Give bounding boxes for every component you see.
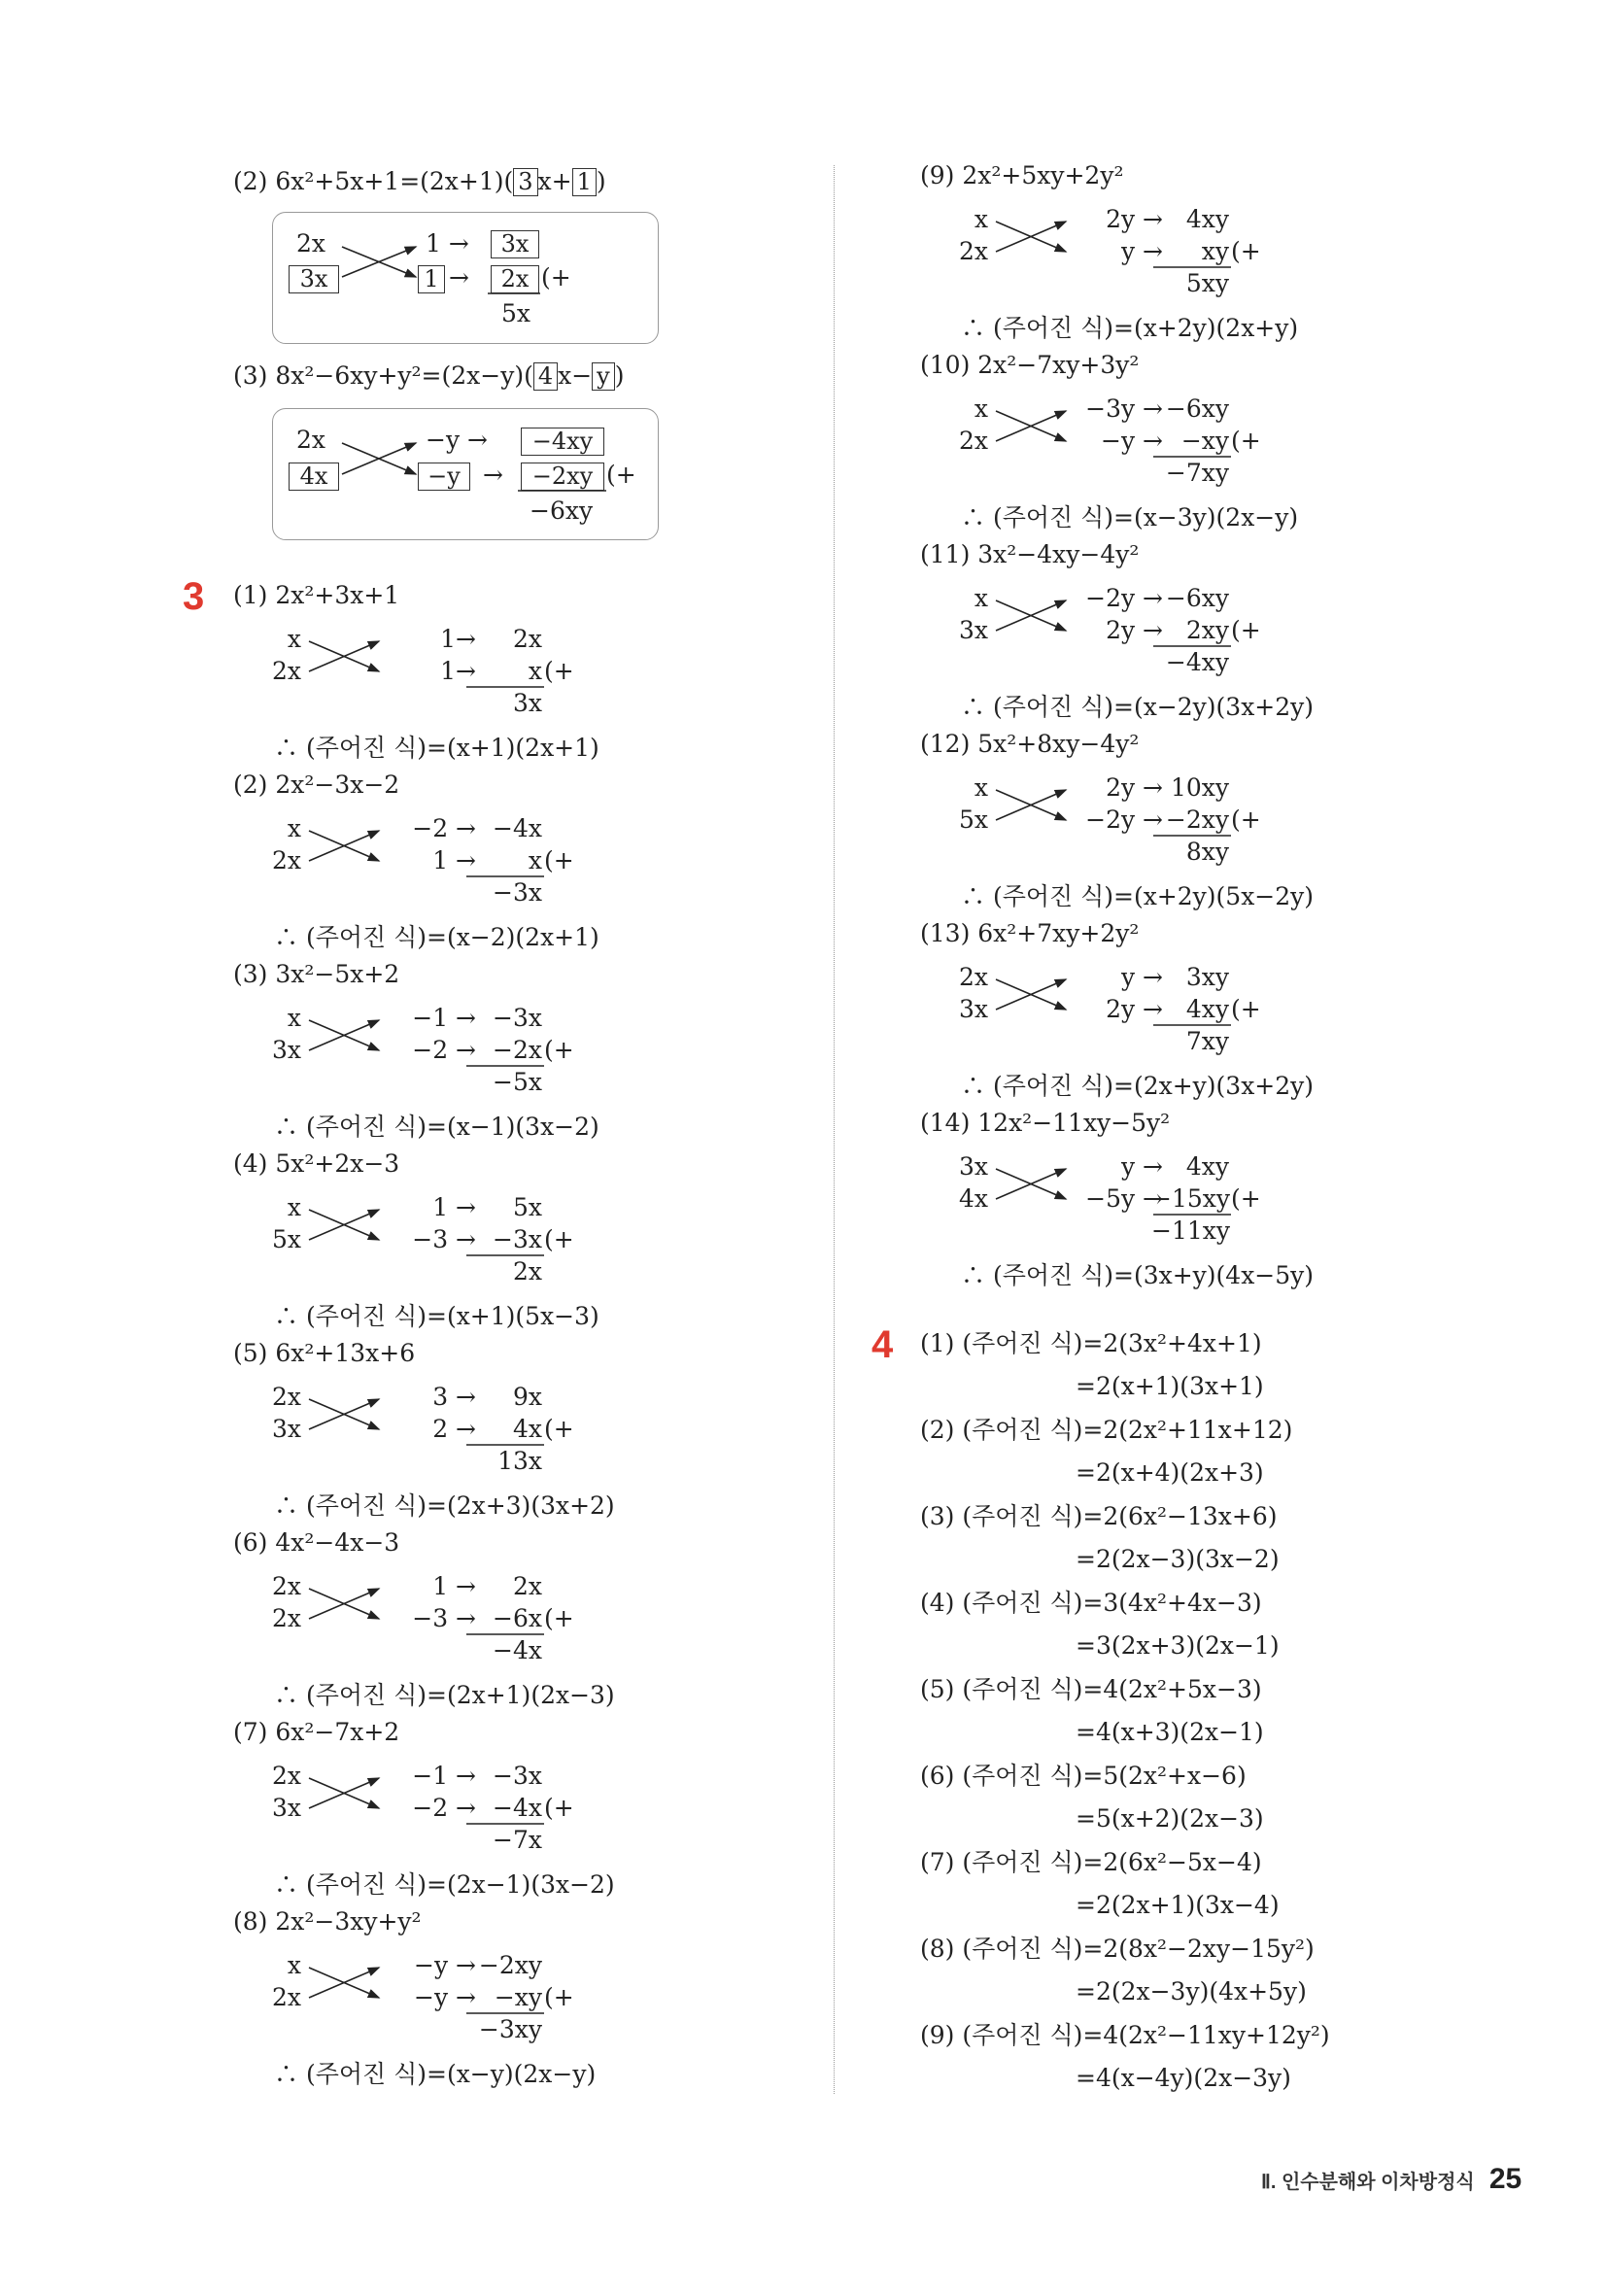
factored-result: ∴ (주어진 식)=(x+2y)(5x−2y): [961, 882, 1315, 910]
answer-box: 4: [533, 362, 558, 391]
factor-result: =3(2x+3)(2x−1): [1076, 1631, 1280, 1660]
cross-left-term: 2x: [271, 1383, 301, 1411]
page-number: 25: [1488, 2163, 1522, 2195]
cross-product: −6x: [493, 1604, 542, 1632]
cross-mid-term: −2 →: [412, 1794, 476, 1822]
factor-result: =2(x+4)(2x+3): [1076, 1458, 1264, 1487]
cross-left-term: x: [974, 773, 988, 802]
cross-mid-term: −2 →: [412, 814, 476, 842]
plus-sign: (+: [544, 657, 574, 685]
cross-product: 9x: [512, 1383, 542, 1411]
problem-header: (14) 12x²−11xy−5y²: [920, 1109, 1171, 1137]
factor-step: (3) (주어진 식)=2(6x²−13x+6): [920, 1502, 1278, 1530]
factored-result: ∴ (주어진 식)=(x+1)(5x−3): [274, 1302, 599, 1330]
plus-sign: (+: [1231, 1184, 1261, 1213]
cross-mid-term: 1 →: [432, 1572, 476, 1600]
cross-product: −3x: [493, 1225, 542, 1253]
cross-mid-term: 2y →: [1106, 773, 1163, 802]
cross-sum: 5xy: [1185, 269, 1229, 297]
problem-header: (8) 2x²−3xy+y²: [233, 1907, 422, 1936]
cross-left-term: 4x: [958, 1184, 988, 1213]
cross-product: x: [528, 846, 542, 874]
problem-header: (2) 2x²−3x−2: [233, 771, 400, 799]
plus-sign: (+: [544, 846, 574, 874]
plus-sign: (+: [544, 1225, 574, 1253]
cross-sum: 2x: [512, 1257, 542, 1285]
problem-header: (4) 5x²+2x−3: [233, 1149, 400, 1178]
cross-left-term: 3x: [958, 616, 988, 644]
problem-header: (3) 3x²−5x+2: [233, 960, 400, 988]
plus-sign: (+: [1231, 995, 1261, 1023]
cross-mid-term: −3 →: [412, 1225, 476, 1253]
factored-result: ∴ (주어진 식)=(3x+y)(4x−5y): [961, 1261, 1315, 1289]
problem-header: (6) 4x²−4x−3: [233, 1528, 400, 1557]
cross-left-term: 3x: [271, 1036, 301, 1064]
cross-mid-term: 2y →: [1106, 205, 1163, 233]
factor-result: =4(x+3)(2x−1): [1076, 1718, 1264, 1746]
cross-mid-term: 1→: [440, 657, 476, 685]
diagram-left-term: 2x: [296, 229, 326, 257]
cross-left-term: 3x: [271, 1415, 301, 1443]
problem-header: (1) 2x²+3x+1: [233, 581, 400, 609]
cross-left-term: x: [287, 1951, 301, 1979]
cross-sum: 13x: [497, 1447, 542, 1475]
cross-left-term: 2x: [271, 1604, 301, 1632]
plus-sign: (+: [606, 461, 636, 489]
cross-product: −2x: [493, 1036, 542, 1064]
problem-header: (5) 6x²+13x+6: [233, 1339, 416, 1367]
cross-sum: 3x: [512, 689, 542, 717]
cross-left-term: x: [287, 1193, 301, 1221]
cross-product: 2x: [512, 625, 542, 653]
factored-result: ∴ (주어진 식)=(2x+1)(2x−3): [274, 1681, 615, 1709]
cross-sum: −4xy: [1165, 648, 1229, 676]
factored-result: ∴ (주어진 식)=(x+2y)(2x+y): [961, 314, 1299, 342]
factor-step: (6) (주어진 식)=5(2x²+x−6): [920, 1762, 1247, 1790]
cross-mid-term: 1 →: [432, 1193, 476, 1221]
page-footer: [1261, 2163, 1522, 2196]
cross-left-term: 2x: [958, 427, 988, 455]
cross-product: x: [528, 657, 542, 685]
cross-mid-term: 1 →: [432, 846, 476, 874]
cross-left-term: x: [974, 205, 988, 233]
diagram-sum: −6xy: [530, 497, 594, 525]
cross-mid-term: −3 →: [412, 1604, 476, 1632]
cross-left-term: 2x: [271, 846, 301, 874]
section-number: 3: [183, 575, 205, 618]
cross-left-term: 2x: [958, 963, 988, 991]
diagram-sum: 5x: [501, 299, 531, 327]
cross-sum: 8xy: [1185, 838, 1229, 866]
factor-step: (7) (주어진 식)=2(6x²−5x−4): [920, 1848, 1262, 1876]
cross-sum: −4x: [493, 1636, 542, 1664]
cross-product: 10xy: [1170, 773, 1229, 802]
answer-box: 3: [513, 168, 537, 196]
arrow: →: [449, 263, 469, 291]
cross-left-term: x: [287, 625, 301, 653]
plus-sign: (+: [544, 1794, 574, 1822]
factor-step: (2) (주어진 식)=2(2x²+11x+12): [920, 1416, 1293, 1444]
cross-left-term: 3x: [958, 995, 988, 1023]
cross-product: −6xy: [1165, 394, 1229, 423]
chapter-label: Ⅱ. 인수분해와 이차방정식: [1261, 2172, 1475, 2193]
factor-result: =2(2x−3y)(4x+5y): [1076, 1977, 1307, 2005]
diagram-mid-term: −y →: [426, 426, 488, 454]
cross-product: −15xy: [1151, 1184, 1230, 1213]
factor-step: (4) (주어진 식)=3(4x²+4x−3): [920, 1589, 1262, 1617]
problem-header: (9) 2x²+5xy+2y²: [920, 161, 1124, 189]
cross-mid-term: 2 →: [432, 1415, 476, 1443]
cross-mid-term: y →: [1120, 1152, 1163, 1181]
cross-left-term: 3x: [271, 1794, 301, 1822]
cross-mid-term: −y →: [1101, 427, 1163, 455]
cross-left-term: 5x: [271, 1225, 301, 1253]
factored-result: ∴ (주어진 식)=(x−2y)(3x+2y): [961, 693, 1315, 721]
cross-mid-term: 1→: [440, 625, 476, 653]
cross-product: xy: [1201, 237, 1229, 265]
cross-product: −xy: [1180, 427, 1229, 455]
cross-product: 4xy: [1185, 1152, 1229, 1181]
cross-sum: −11xy: [1151, 1217, 1230, 1245]
factor-result: =2(2x−3)(3x−2): [1076, 1545, 1280, 1573]
diagram-left-box: 4x: [289, 463, 339, 491]
cross-left-term: 2x: [271, 657, 301, 685]
problem-header: (11) 3x²−4xy−4y²: [920, 540, 1140, 568]
plus-sign: (+: [1231, 805, 1261, 834]
cross-product: 2xy: [1185, 616, 1229, 644]
cross-sum: −3xy: [478, 2015, 542, 2043]
factored-result: ∴ (주어진 식)=(x−3y)(2x−y): [961, 503, 1299, 531]
cross-product: 4xy: [1185, 205, 1229, 233]
plus-sign: (+: [544, 1036, 574, 1064]
cross-product: 5x: [512, 1193, 542, 1221]
plus-sign: (+: [544, 1983, 574, 2011]
cross-left-term: 5x: [958, 805, 988, 834]
section-number: 4: [872, 1323, 894, 1366]
problem-header: (13) 6x²+7xy+2y²: [920, 919, 1140, 947]
factor-result: =4(x−4y)(2x−3y): [1076, 2064, 1291, 2092]
cross-left-term: 2x: [271, 1983, 301, 2011]
cross-mid-term: −y →: [414, 1951, 476, 1979]
plus-sign: (+: [541, 263, 571, 291]
plus-sign: (+: [544, 1415, 574, 1443]
diagram-left-box: 3x: [289, 265, 339, 293]
cross-mid-term: 2y →: [1106, 616, 1163, 644]
plus-sign: (+: [544, 1604, 574, 1632]
problem-header: (7) 6x²−7x+2: [233, 1718, 400, 1746]
answer-box: y: [592, 362, 615, 391]
cross-mid-term: −2 →: [412, 1036, 476, 1064]
cross-mid-term: y →: [1120, 963, 1163, 991]
cross-product: −4x: [493, 1794, 542, 1822]
cross-product: −4x: [493, 814, 542, 842]
factored-result: ∴ (주어진 식)=(2x+3)(3x+2): [274, 1491, 615, 1520]
cross-product: −2xy: [1165, 805, 1229, 834]
factor-step: (8) (주어진 식)=2(8x²−2xy−15y²): [920, 1935, 1315, 1963]
cross-product: 4xy: [1185, 995, 1229, 1023]
factor-step: (5) (주어진 식)=4(2x²+5x−3): [920, 1675, 1262, 1703]
factored-result: ∴ (주어진 식)=(x−1)(3x−2): [274, 1113, 599, 1141]
cross-left-term: 2x: [958, 237, 988, 265]
factored-result: ∴ (주어진 식)=(2x−1)(3x−2): [274, 1870, 615, 1899]
cross-sum: −5x: [493, 1068, 542, 1096]
cross-mid-term: −2y →: [1085, 584, 1163, 612]
cross-mid-term: −5y →: [1085, 1184, 1163, 1213]
problem-header: (12) 5x²+8xy−4y²: [920, 730, 1140, 758]
diagram-right-box: 2x: [491, 265, 539, 293]
cross-sum: −7x: [493, 1826, 542, 1854]
diagram-left-term: 2x: [296, 426, 326, 454]
cross-mid-term: −1 →: [412, 1762, 476, 1790]
diagram-mid-box: 1: [418, 265, 445, 293]
cross-product: 2x: [512, 1572, 542, 1600]
cross-left-term: x: [974, 584, 988, 612]
diagram-right-box: −4xy: [521, 428, 604, 456]
factored-result: ∴ (주어진 식)=(x+1)(2x+1): [274, 734, 599, 762]
cross-left-term: 2x: [271, 1572, 301, 1600]
answer-box: 1: [572, 168, 597, 196]
cross-mid-term: y →: [1120, 237, 1163, 265]
cross-product: 3xy: [1185, 963, 1229, 991]
diagram-right-box: −2xy: [521, 463, 604, 491]
arrow: →: [483, 461, 503, 489]
problem-header: (10) 2x²−7xy+3y²: [920, 351, 1140, 379]
cross-mid-term: 2y →: [1106, 995, 1163, 1023]
cross-left-term: 2x: [271, 1762, 301, 1790]
cross-left-term: x: [974, 394, 988, 423]
cross-product: −6xy: [1165, 584, 1229, 612]
factor-step: (9) (주어진 식)=4(2x²−11xy+12y²): [920, 2021, 1330, 2049]
factor-result: =5(x+2)(2x−3): [1076, 1804, 1264, 1833]
cross-product: −3x: [493, 1004, 542, 1032]
problem-header: (3) 8x²−6xy+y²=(2x−y)( 4 x− y ): [233, 361, 625, 390]
problem-header: (2) 6x²+5x+1=(2x+1)( 3 x+ 1 ): [233, 167, 606, 195]
diagram-right-box: 3x: [491, 230, 539, 258]
cross-mid-term: −2y →: [1085, 805, 1163, 834]
factored-result: ∴ (주어진 식)=(x−2)(2x+1): [274, 923, 599, 951]
cross-sum: −7xy: [1165, 459, 1229, 487]
factored-result: ∴ (주어진 식)=(2x+y)(3x+2y): [961, 1072, 1315, 1100]
diagram-mid-box: −y: [418, 463, 470, 491]
plus-sign: (+: [1231, 427, 1261, 455]
cross-left-term: 3x: [958, 1152, 988, 1181]
cross-product: −2xy: [478, 1951, 542, 1979]
factored-result: ∴ (주어진 식)=(x−y)(2x−y): [274, 2060, 597, 2088]
plus-sign: (+: [1231, 616, 1261, 644]
cross-mid-term: −y →: [414, 1983, 476, 2011]
cross-left-term: x: [287, 814, 301, 842]
cross-product: −xy: [494, 1983, 542, 2011]
cross-product: −3x: [493, 1762, 542, 1790]
plus-sign: (+: [1231, 237, 1261, 265]
cross-sum: 7xy: [1185, 1027, 1229, 1055]
diagram-mid-term: 1 →: [426, 229, 469, 257]
factor-result: =2(x+1)(3x+1): [1076, 1372, 1264, 1400]
cross-mid-term: 3 →: [432, 1383, 476, 1411]
cross-product: 4x: [512, 1415, 542, 1443]
cross-mid-term: −1 →: [412, 1004, 476, 1032]
cross-mid-term: −3y →: [1085, 394, 1163, 423]
factor-result: =2(2x+1)(3x−4): [1076, 1891, 1280, 1919]
factor-step: (1) (주어진 식)=2(3x²+4x+1): [920, 1329, 1262, 1357]
cross-sum: −3x: [493, 878, 542, 907]
cross-left-term: x: [287, 1004, 301, 1032]
